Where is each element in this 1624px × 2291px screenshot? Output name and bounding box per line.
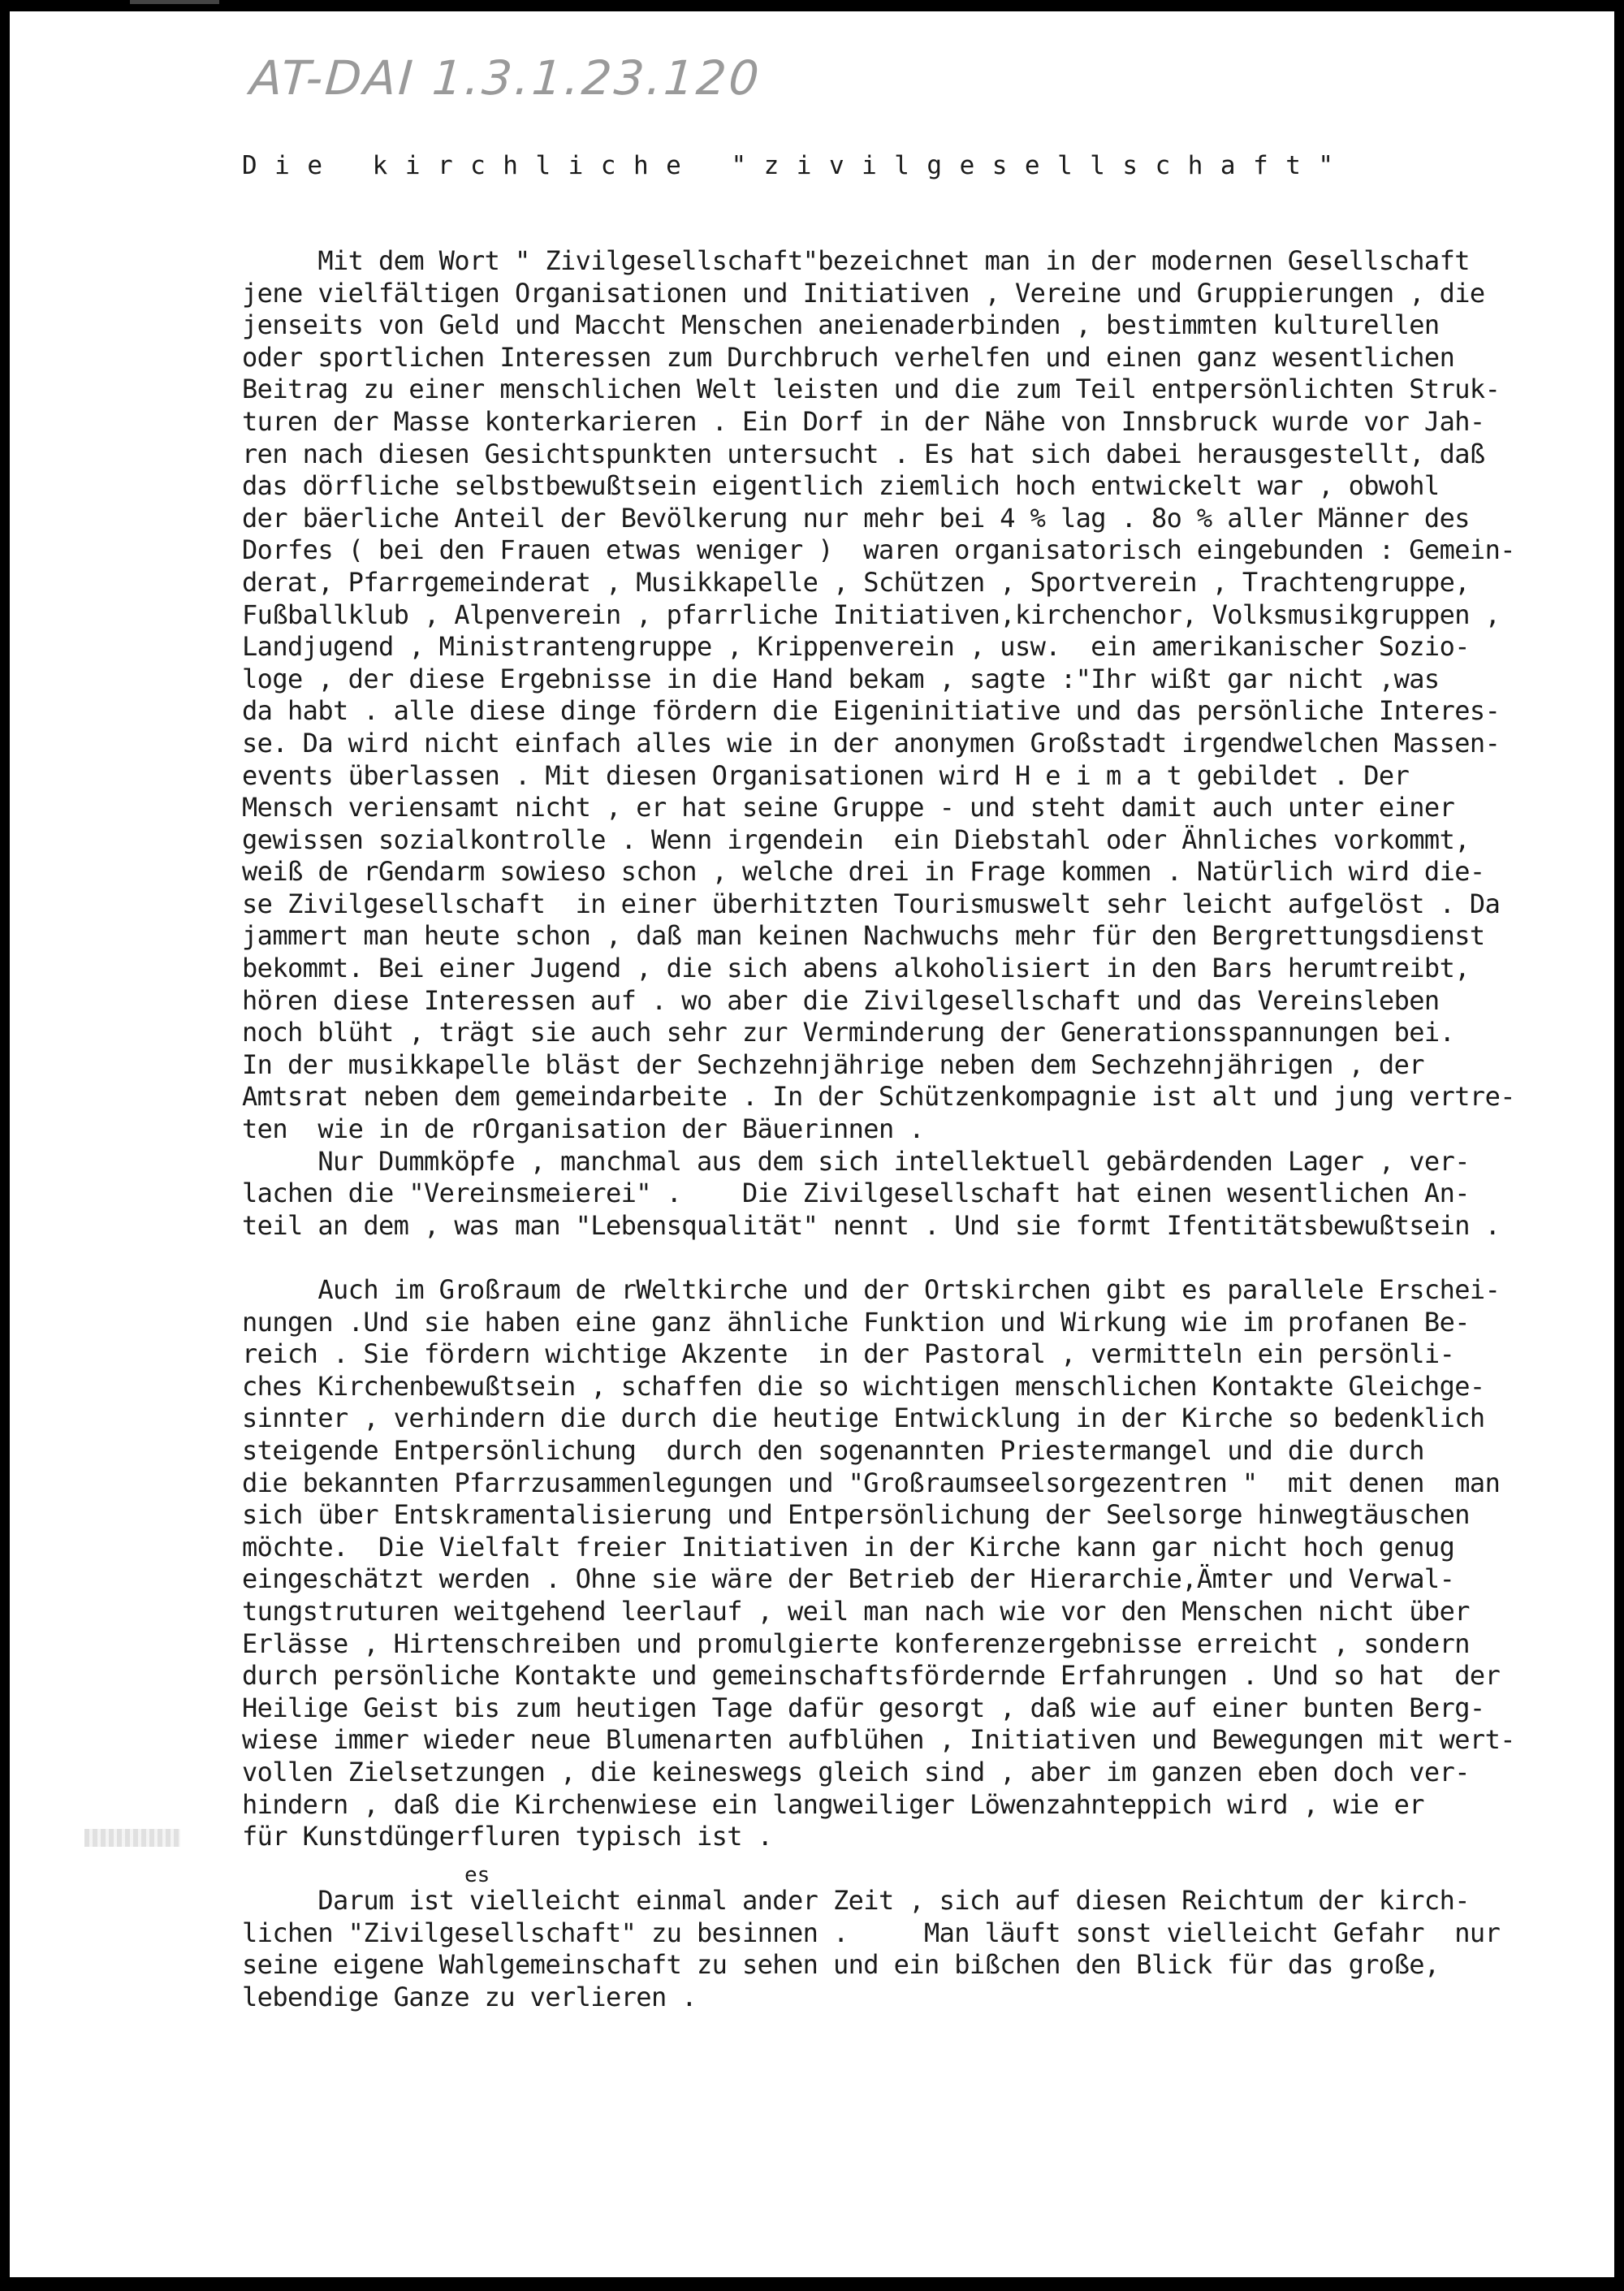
text-line: Beitrag zu einer menschlichen Welt leisten und die zum Teil entpersönlichten Struk- [242, 374, 1501, 405]
text-line: teil an dem , was man "Lebensqualität" nennt . Und sie formt Ifentitätsbewußtsein . [242, 1209, 1501, 1241]
text-line: events überlassen . Mit diesen Organisationen wird H e i m a t gebildet . Der [242, 759, 1410, 791]
archive-reference: AT-DAI 1.3.1.23.120 [248, 50, 763, 106]
document-page [10, 11, 1614, 2277]
text-line: noch blüht , trägt sie auch sehr zur Verminderung der Generationsspannungen bei. [242, 1017, 1455, 1048]
text-line: bekommt. Bei einer Jugend , die sich abens alkoholisiert in den Bars herumtreibt, [242, 953, 1470, 984]
text-line: Amtsrat neben dem gemeindarbeite . In der Schützenkompagnie ist alt und jung vertre- [242, 1081, 1515, 1113]
text-line: Auch im Großraum de rWeltkirche und der Ortskirchen gibt es parallele Erschei- [242, 1274, 1501, 1305]
text-line: ches Kirchenbewußtsein , schaffen die so wichtigen menschlichen Kontakte Gleichge- [242, 1370, 1485, 1402]
text-line: Heilige Geist bis zum heutigen Tage dafür gesorgt , daß wie auf einer bunten Berg- [242, 1692, 1485, 1723]
text-line: se Zivilgesellschaft in einer überhitzten Tourismuswelt sehr leicht aufgelöst . Da [242, 888, 1501, 919]
text-line: lichen "Zivilgesellschaft" zu besinnen . Man läuft sonst vielleicht Gefahr nur [242, 1917, 1501, 1948]
text-line: da habt . alle diese dinge fördern die Eigeninitiative und das persönliche Interes- [242, 695, 1501, 727]
text-line: lachen die "Vereinsmeierei" . Die Zivilgesellschaft hat einen wesentlichen An- [242, 1178, 1470, 1209]
text-line: Erlässe , Hirtenschreiben und promulgierte konferenzergebnisse erreicht , sondern [242, 1627, 1470, 1659]
text-line: jenseits von Geld und Maccht Menschen aneienaderbinden , bestimmten kulturellen [242, 309, 1440, 341]
text-line: hindern , daß die Kirchenwiese ein langweiliger Löwenzahnteppich wird , wie er [242, 1788, 1424, 1820]
text-line: Mit dem Wort " Zivilgesellschaft"bezeichnet man in der modernen Gesellschaft [242, 245, 1470, 276]
text-line: lebendige Ganze zu verlieren . [242, 1982, 697, 2013]
text-line: steigende Entpersönlichung durch den sogenannten Priestermangel und die durch [242, 1434, 1424, 1466]
text-line: Darum ist vielleicht einmal ander Zeit , sich auf diesen Reichtum der kirch- [242, 1885, 1470, 1917]
edge-mark [130, 0, 219, 4]
text-line: seine eigene Wahlgemeinschaft zu sehen und ein bißchen den Blick für das große, [242, 1949, 1440, 1981]
text-line: turen der Masse konterkarieren . Ein Dorf in der Nähe von Innsbruck wurde vor Jah- [242, 405, 1485, 437]
paragraph-gap [242, 1853, 1606, 1886]
text-line: der bäerliche Anteil der Bevölkerung nur mehr bei 4 % lag . 8o % aller Männer des [242, 502, 1470, 534]
text-line: oder sportlichen Interessen zum Durchbruch verhelfen und einen ganz wesentlichen [242, 341, 1455, 373]
document-title: Die kirchliche "zivilgesellschaft" [242, 151, 1351, 180]
handwritten-insertion: es [464, 1863, 490, 1887]
text-line: ten wie in de rOrganisation der Bäuerinnen . [242, 1113, 924, 1145]
text-line: gewissen sozialkontrolle . Wenn irgendein ein Diebstahl oder Ähnliches vorkommt, [242, 823, 1470, 855]
text-line: wiese immer wieder neue Blumenarten aufblühen , Initiativen und Bewegungen mit wert- [242, 1724, 1515, 1756]
text-line: Mensch veriensamt nicht , er hat seine Gruppe - und steht damit auch unter einer [242, 792, 1455, 823]
text-line: Nur Dummköpfe , manchmal aus dem sich intellektuell gebärdenden Lager , ver- [242, 1145, 1470, 1177]
text-line: reich . Sie fördern wichtige Akzente in der Pastoral , vermitteln ein persönli- [242, 1338, 1455, 1370]
text-line: loge , der diese Ergebnisse in die Hand bekam , sagte :"Ihr wißt gar nicht ,was [242, 663, 1440, 694]
text-line: tungstruturen weitgehend leerlauf , weil man nach wie vor den Menschen nicht über [242, 1595, 1470, 1627]
text-line: eingeschätzt werden . Ohne sie wäre der Betrieb der Hierarchie,Ämter und Verwal- [242, 1563, 1455, 1595]
text-line: weiß de rGendarm sowieso schon , welche drei in Frage kommen . Natürlich wird die- [242, 856, 1485, 888]
text-line: jene vielfältigen Organisationen und Initiativen , Vereine und Gruppierungen , die [242, 277, 1485, 309]
text-line: se. Da wird nicht einfach alles wie in der anonymen Großstadt irgendwelchen Massen- [242, 727, 1501, 759]
text-line: das dörfliche selbstbewußtsein eigentlich ziemlich hoch entwickelt war , obwohl [242, 470, 1440, 502]
margin-smudge [84, 1829, 180, 1847]
text-line: Landjugend , Ministrantengruppe , Krippenverein , usw. ein amerikanischer Sozio- [242, 631, 1470, 663]
paragraph-gap [242, 1242, 1606, 1274]
text-line: durch persönliche Kontakte und gemeinschaftsfördernde Erfahrungen . Und so hat der [242, 1660, 1501, 1692]
text-line: sinnter , verhindern die durch die heutige Entwicklung in der Kirche so bedenklich [242, 1403, 1485, 1434]
text-line: vollen Zielsetzungen , die keineswegs gleich sind , aber im ganzen eben doch ver- [242, 1756, 1470, 1787]
document-body [242, 245, 1606, 2014]
text-line: hören diese Interessen auf . wo aber die Zivilgesellschaft und das Vereinsleben [242, 984, 1440, 1016]
text-line: für Kunstdüngerfluren typisch ist . [242, 1821, 773, 1852]
text-line: Dorfes ( bei den Frauen etwas weniger ) waren organisatorisch eingebunden : Gemein- [242, 534, 1515, 566]
text-line: ren nach diesen Gesichtspunkten untersucht . Es hat sich dabei herausgestellt, daß [242, 438, 1485, 469]
text-line: In der musikkapelle bläst der Sechzehnjährige neben dem Sechzehnjährigen , der [242, 1048, 1424, 1080]
text-line: nungen .Und sie haben eine ganz ähnliche Funktion und Wirkung wie im profanen Be- [242, 1306, 1470, 1338]
text-line: Fußballklub , Alpenverein , pfarrliche Initiativen,kirchenchor, Volksmusikgruppen , [242, 599, 1501, 630]
text-line: jammert man heute schon , daß man keinen Nachwuchs mehr für den Bergrettungsdienst [242, 920, 1485, 952]
text-line: derat, Pfarrgemeinderat , Musikkapelle , Schützen , Sportverein , Trachtengruppe, [242, 566, 1470, 598]
text-line: möchte. Die Vielfalt freier Initiativen in der Kirche kann gar nicht hoch genug [242, 1531, 1455, 1563]
text-line: die bekannten Pfarrzusammenlegungen und "Großraumseelsorgezentren " mit denen man [242, 1467, 1501, 1498]
text-line: sich über Entskramentalisierung und Entpersönlichung der Seelsorge hinwegtäuschen [242, 1499, 1470, 1531]
